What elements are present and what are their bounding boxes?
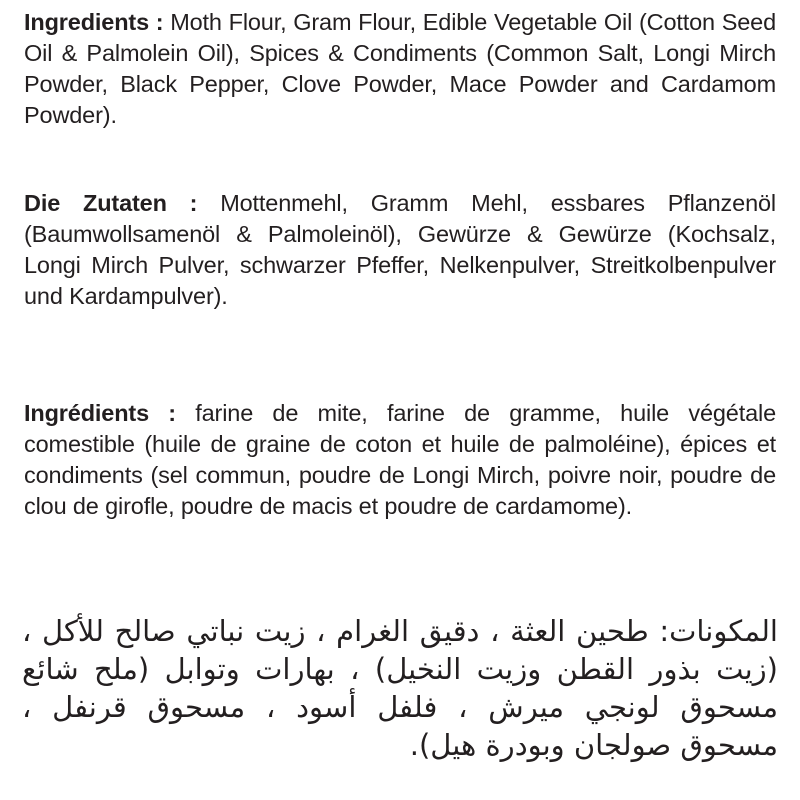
ingredients-arabic-text: المكونات: طحين العثة ، دقيق الغرام ، زيت نباتي صالح للأكل ،(زيت بذور القطن وزيت النخيل) ، بهارات وتوابل (ملح شائع مسحوق لونجي ميرش ، فلفل أسود ، مسحوق قرنفل ، مسحوق صولجان وبودرة هيل). <box>22 614 778 762</box>
ingredients-french <box>24 398 776 522</box>
ingredients-german-text: Mottenmehl, Gramm Mehl, essbares Pflanzenöl (Baumwollsamenöl & Palmoleinöl), Gewürze & Gewürze (Kochsalz, Longi Mirch Pulver, schwarzer Pfeffer, Nelkenpulver, Streitkolbenpulver und Kardampulver). <box>24 190 776 309</box>
ingredients-english-text: Moth Flour, Gram Flour, Edible Vegetable Oil (Cotton Seed Oil & Palmolein Oil), Spices & Condiments (Common Salt, Longi Mirch Powder, Black Pepper, Clove Powder, Mace Powder and Cardamom Powder). <box>24 9 777 128</box>
ingredients-french-text: farine de mite, farine de gramme, huile végétale comestible (huile de graine de coton et huile de palmoléine), épices et condiments (sel commun, poudre de Longi Mirch, poivre noir, poudre de clou de girofle, poudre de macis et poudre de cardamome). <box>24 400 777 519</box>
ingredients-german <box>24 188 776 312</box>
ingredients-german-label: Die Zutaten : <box>24 190 198 216</box>
ingredients-english <box>24 7 776 131</box>
ingredients-french-label: Ingrédients : <box>24 400 176 426</box>
ingredients-arabic <box>22 612 778 764</box>
ingredients-english-label: Ingredients : <box>24 9 164 35</box>
